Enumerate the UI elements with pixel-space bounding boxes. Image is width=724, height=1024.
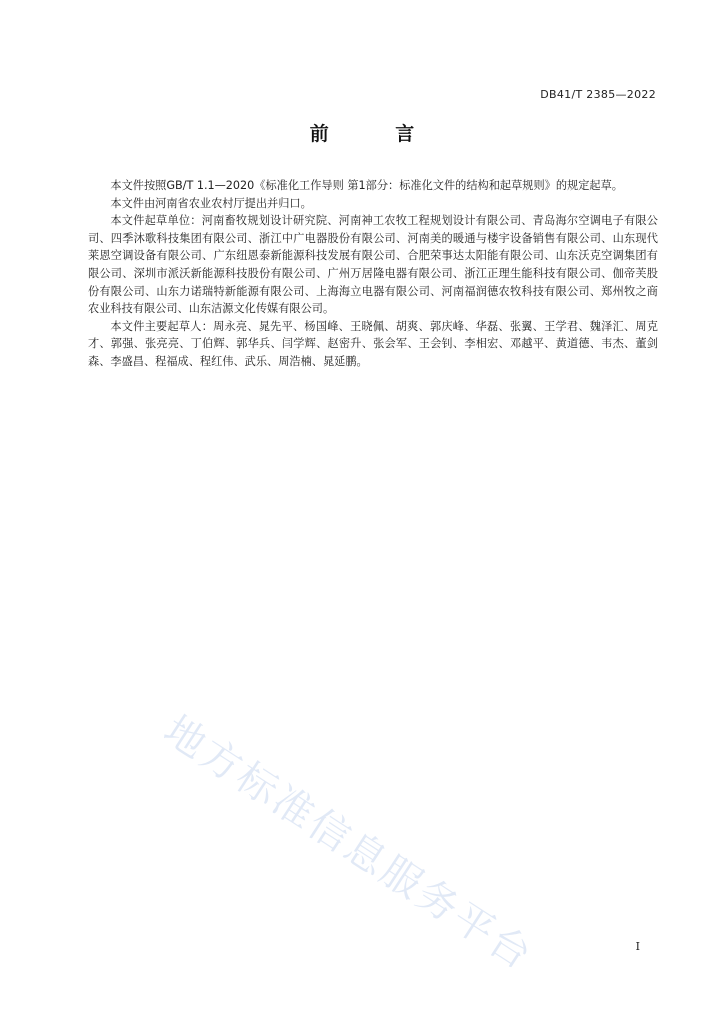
paragraph-main-drafters: 本文件主要起草人：周永亮、晁先平、杨国峰、王晓佩、胡爽、郭庆峰、华磊、张翼、王学君、魏泽汇、周克才、郭强、张亮亮、丁伯辉、郭华兵、闫学辉、赵密升、张会军、王会钊、李相宏、邓越平、黄道德、韦杰、董剑森、李盛昌、程福成、程红伟、武乐、周浩楠、晁延鹏。 [88,319,658,368]
watermark: 地方标准信息服务平台 [155,707,542,980]
paragraph-drafting-rules: 本文件按照GB/T 1.1—2020《标准化工作导则 第1部分：标准化文件的结构和起草规则》的规定起草。 [110,179,623,192]
paragraph-drafting-units: 本文件起草单位：河南畜牧规划设计研究院、河南神工农牧工程规划设计有限公司、青岛海尔空调电子有限公司、四季沐歌科技集团有限公司、浙江中广电器股份有限公司、河南美的暖通与楼宇设备销售有限公司、山东现代莱恩空调设备有限公司、广东纽恩泰新能源科技发展有限公司、合肥荣事达太阳能有限公司、山东沃克空调集团有限公司、深圳市派沃新能源科技股份有限公司、广州万居隆电器有限公司、浙江正理生能科技有限公司、伽帝芙股份有限公司、山东力诺瑞特新能源有限公司、上海海立电器有限公司、河南福润德农牧科技有限公司、郑州牧之商农业科技有限公司、山东洁源文化传媒有限公司。 [88,214,658,316]
paragraph-proposer: 本文件由河南省农业农村厅提出并归口。 [110,196,312,210]
page-number: I [635,940,640,953]
foreword-body [88,177,658,371]
document-code: DB41/T 2385—2022 [540,88,656,101]
page-title: 前 言 [309,123,445,145]
